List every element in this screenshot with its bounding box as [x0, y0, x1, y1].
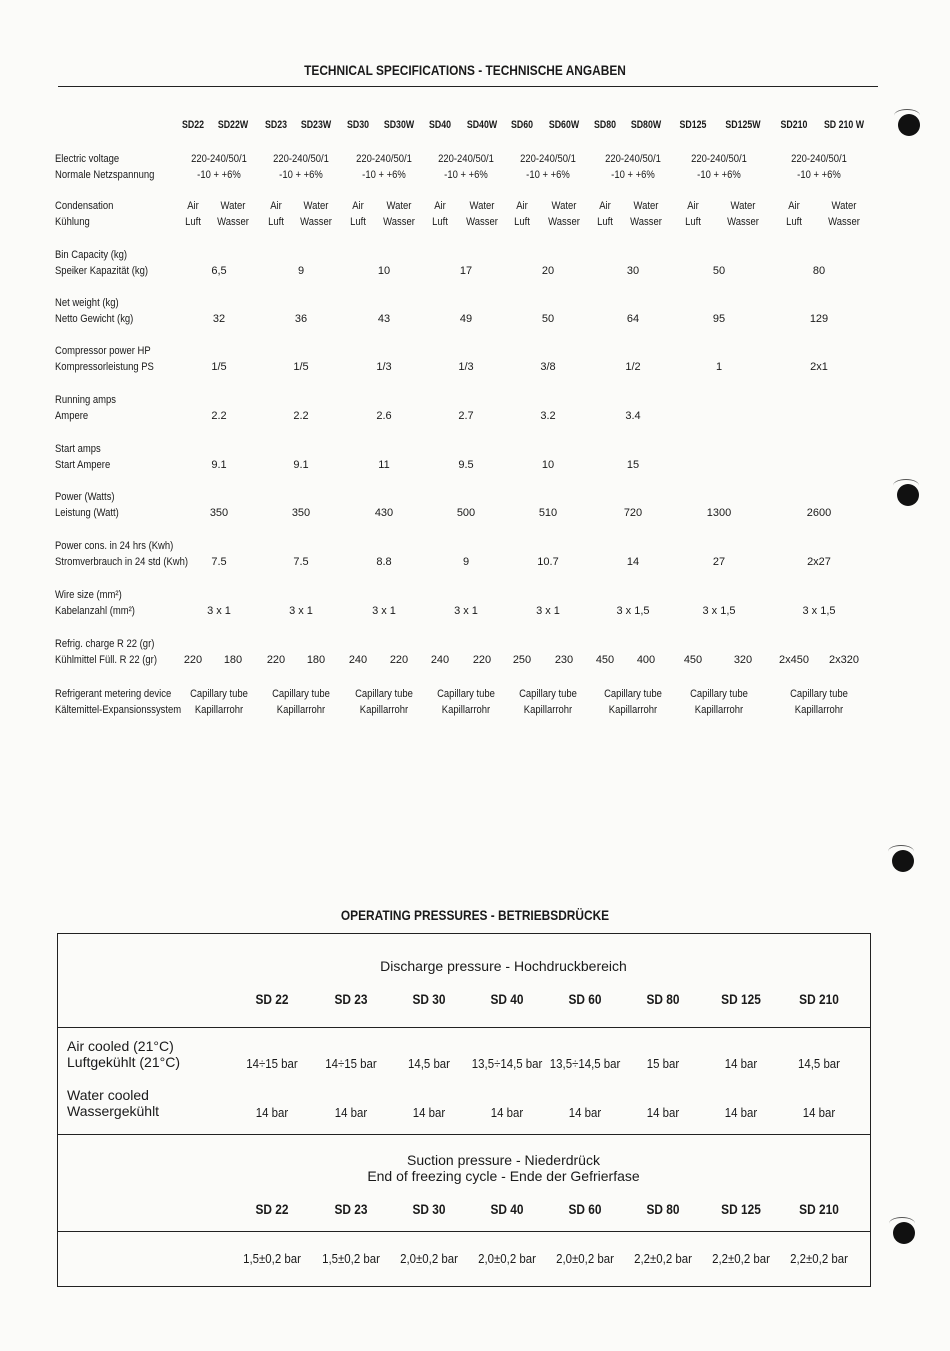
cell-value: Air	[599, 200, 611, 212]
cell-value: 220-240/50/1	[273, 153, 329, 165]
cell-value: 220	[266, 654, 286, 666]
cell-value: 11	[378, 459, 390, 471]
cell-value: 400	[636, 654, 656, 666]
model-header: SD60	[510, 119, 534, 131]
row-label-de: Stromverbrauch in 24 std (Kwh)	[55, 556, 189, 568]
cell-value: Luft	[350, 216, 366, 228]
cell-value: 220	[472, 654, 492, 666]
cell-value: 180	[223, 654, 243, 666]
air-cooled-value: 13,5÷14,5 bar	[549, 1056, 621, 1071]
pressure-model-header: SD 40	[490, 991, 524, 1007]
air-cooled-value: 14÷15 bar	[246, 1056, 298, 1071]
cell-value: Capillary tube	[355, 688, 413, 700]
suction-value: 2,2±0,2 bar	[712, 1251, 770, 1266]
pressure-model-header: SD 30	[412, 1201, 446, 1217]
cell-value: 2.2	[293, 410, 309, 422]
cell-value: Wasser	[300, 216, 332, 228]
cell-value: 95	[712, 313, 726, 325]
cell-value: 2.6	[376, 410, 392, 422]
cell-value: 220-240/50/1	[691, 153, 747, 165]
cell-value: Wasser	[727, 216, 759, 228]
cell-value: Wasser	[630, 216, 662, 228]
cell-value: 32	[212, 313, 226, 325]
cell-value: Luft	[597, 216, 613, 228]
model-header: SD30W	[383, 119, 415, 131]
cell-value: 2.7	[458, 410, 474, 422]
row-label-de: Leistung (Watt)	[55, 507, 119, 519]
cell-value: Kapillarrohr	[441, 704, 491, 716]
cell-value: 49	[459, 313, 473, 325]
cell-value: 2x320	[829, 654, 859, 666]
cell-value: Air	[788, 200, 800, 212]
cell-value: 450	[595, 654, 615, 666]
cell-value: 50	[712, 265, 726, 277]
row-label-de: Kühlung	[55, 216, 90, 228]
air-cooled-value: 14÷15 bar	[325, 1056, 377, 1071]
suction-value: 1,5±0,2 bar	[243, 1251, 301, 1266]
air-cooled-value: 14,5 bar	[408, 1056, 450, 1071]
water-cooled-label: Water cooled	[67, 1087, 149, 1103]
cell-value: 3 x 1,5	[702, 605, 736, 617]
row-label: Power (Watts)	[55, 491, 115, 503]
cell-value: 220-240/50/1	[520, 153, 576, 165]
water-cooled-value: 14 bar	[490, 1105, 524, 1120]
cell-value: 2x1	[810, 361, 828, 373]
cell-value: Water	[469, 200, 495, 212]
cell-value: Air	[687, 200, 699, 212]
cell-value: Kapillarrohr	[694, 704, 744, 716]
cell-value: 43	[377, 313, 391, 325]
cell-value: 230	[554, 654, 574, 666]
row-label-de: Start Ampere	[55, 459, 111, 471]
pressure-model-header: SD 60	[568, 991, 602, 1007]
row-label: Net weight (kg)	[55, 297, 119, 309]
pressures-divider	[57, 1231, 870, 1232]
water-cooled-label-de: Wassergekühlt	[67, 1103, 160, 1119]
cell-value: 17	[459, 265, 473, 277]
row-label: Electric voltage	[55, 153, 120, 165]
model-header: SD125W	[725, 119, 761, 131]
punch-hole	[897, 484, 919, 506]
air-cooled-value: 15 bar	[646, 1056, 680, 1071]
cell-value: 50	[541, 313, 555, 325]
cell-value: Capillary tube	[190, 688, 248, 700]
cell-value: Wasser	[828, 216, 860, 228]
cell-value: Kapillarrohr	[276, 704, 326, 716]
water-cooled-value: 14 bar	[646, 1105, 680, 1120]
cell-value: Luft	[786, 216, 802, 228]
pressures-divider	[57, 1027, 870, 1028]
model-header: SD30	[346, 119, 370, 131]
cell-value: -10 + +6%	[279, 169, 323, 181]
cell-value: 3 x 1,5	[802, 605, 836, 617]
air-cooled-label: Air cooled (21°C)	[67, 1038, 174, 1054]
pressure-model-header: SD 80	[646, 991, 680, 1007]
cell-value: 80	[812, 265, 826, 277]
cell-value: Capillary tube	[437, 688, 495, 700]
cell-value: Wasser	[217, 216, 249, 228]
cell-value: 6,5	[211, 265, 227, 277]
cell-value: 9.1	[211, 459, 227, 471]
cell-value: Capillary tube	[690, 688, 748, 700]
cell-value: 1/2	[625, 361, 641, 373]
model-header: SD210	[780, 119, 808, 131]
cell-value: Air	[516, 200, 528, 212]
cell-value: Water	[633, 200, 659, 212]
cell-value: 220	[389, 654, 409, 666]
row-label: Power cons. in 24 hrs (Kwh)	[55, 540, 174, 552]
cell-value: 240	[348, 654, 368, 666]
cell-value: 30	[626, 265, 640, 277]
cell-value: 350	[291, 507, 311, 519]
cell-value: 1/3	[458, 361, 474, 373]
model-header: SD 210 W	[823, 119, 865, 131]
cell-value: 3 x 1	[372, 605, 396, 617]
pressure-model-header: SD 30	[412, 991, 446, 1007]
cell-value: Wasser	[548, 216, 580, 228]
cell-value: 2.2	[211, 410, 227, 422]
cell-value: 220	[183, 654, 203, 666]
air-cooled-value: 14,5 bar	[798, 1056, 840, 1071]
row-label-de: Kühlmittel Füll. R 22 (gr)	[55, 654, 157, 666]
pressure-model-header: SD 40	[490, 1201, 524, 1217]
cell-value: 3 x 1	[536, 605, 560, 617]
cell-value: 450	[683, 654, 703, 666]
cell-value: 15	[626, 459, 640, 471]
water-cooled-value: 14 bar	[255, 1105, 289, 1120]
row-label-de: Kompressorleistung PS	[55, 361, 154, 373]
cell-value: Luft	[185, 216, 201, 228]
row-label: Compressor power HP	[55, 345, 151, 357]
model-header: SD60W	[548, 119, 580, 131]
cell-value: Wasser	[383, 216, 415, 228]
cell-value: 1/5	[211, 361, 227, 373]
suction-value: 2,2±0,2 bar	[634, 1251, 692, 1266]
model-header: SD40W	[466, 119, 498, 131]
cell-value: Water	[831, 200, 857, 212]
cell-value: -10 + +6%	[362, 169, 406, 181]
cell-value: -10 + +6%	[526, 169, 570, 181]
pressure-model-header: SD 210	[799, 991, 839, 1007]
row-label: Refrig. charge R 22 (gr)	[55, 638, 155, 650]
cell-value: 220-240/50/1	[605, 153, 661, 165]
water-cooled-value: 14 bar	[568, 1105, 602, 1120]
water-cooled-value: 14 bar	[724, 1105, 758, 1120]
cell-value: 500	[456, 507, 476, 519]
cell-value: Water	[730, 200, 756, 212]
suction-value: 1,5±0,2 bar	[322, 1251, 380, 1266]
cell-value: -10 + +6%	[444, 169, 488, 181]
cell-value: 64	[626, 313, 640, 325]
cell-value: 3.2	[540, 410, 556, 422]
cell-value: 220-240/50/1	[356, 153, 412, 165]
cell-value: Air	[352, 200, 364, 212]
cell-value: 1300	[706, 507, 732, 519]
cell-value: Water	[303, 200, 329, 212]
cell-value: 250	[512, 654, 532, 666]
water-cooled-value: 14 bar	[802, 1105, 836, 1120]
water-cooled-value: 14 bar	[334, 1105, 368, 1120]
air-cooled-label-de: Luftgekühlt (21°C)	[67, 1054, 180, 1070]
pressure-model-header: SD 22	[255, 1201, 289, 1217]
suction-value: 2,0±0,2 bar	[400, 1251, 458, 1266]
model-header: SD22	[181, 119, 205, 131]
cell-value: 240	[430, 654, 450, 666]
cell-value: Luft	[685, 216, 701, 228]
cell-value: 10	[377, 265, 391, 277]
cell-value: 1	[715, 361, 723, 373]
model-header: SD23	[264, 119, 288, 131]
pressures-title: OPERATING PRESSURES - BETRIEBSDRÜCKE	[340, 907, 610, 923]
suction-value: 2,0±0,2 bar	[556, 1251, 614, 1266]
model-header: SD125	[679, 119, 707, 131]
cell-value: 10.7	[537, 556, 559, 568]
cell-value: 430	[374, 507, 394, 519]
cell-value: 9	[462, 556, 470, 568]
cell-value: 9.5	[458, 459, 474, 471]
cell-value: Kapillarrohr	[608, 704, 658, 716]
air-cooled-value: 14 bar	[724, 1056, 758, 1071]
cell-value: Kapillarrohr	[523, 704, 573, 716]
cell-value: Capillary tube	[604, 688, 662, 700]
cell-value: Water	[220, 200, 246, 212]
cell-value: 2x27	[807, 556, 831, 568]
cell-value: -10 + +6%	[197, 169, 241, 181]
suction-value: 2,2±0,2 bar	[790, 1251, 848, 1266]
cell-value: Luft	[514, 216, 530, 228]
cell-value: 350	[209, 507, 229, 519]
cell-value: Capillary tube	[790, 688, 848, 700]
row-label-de: Ampere	[55, 410, 89, 422]
row-label: Refrigerant metering device	[55, 688, 172, 700]
cell-value: Air	[434, 200, 446, 212]
row-label-de: Kabelanzahl (mm²)	[55, 605, 135, 617]
cell-value: Luft	[432, 216, 448, 228]
cell-value: 220-240/50/1	[191, 153, 247, 165]
row-label-de: Speiker Kapazität (kg)	[55, 265, 149, 277]
cell-value: 3/8	[540, 361, 556, 373]
pressure-model-header: SD 125	[721, 1201, 761, 1217]
pressure-model-header: SD 23	[334, 991, 368, 1007]
cell-value: 2x450	[779, 654, 809, 666]
punch-hole	[898, 114, 920, 136]
row-label-de: Normale Netzspannung	[55, 169, 155, 181]
cell-value: 10	[541, 459, 555, 471]
cell-value: 129	[809, 313, 829, 325]
cell-value: 510	[538, 507, 558, 519]
spec-title: TECHNICAL SPECIFICATIONS - TECHNISCHE ANGABEN	[304, 62, 626, 78]
row-label: Wire size (mm²)	[55, 589, 122, 601]
model-header: SD22W	[217, 119, 249, 131]
pressure-model-header: SD 22	[255, 991, 289, 1007]
row-label: Start amps	[55, 443, 101, 455]
suction-heading: Suction pressure - Niederdrück	[407, 1152, 600, 1168]
model-header: SD80	[593, 119, 617, 131]
cell-value: 720	[623, 507, 643, 519]
cell-value: 2600	[806, 507, 832, 519]
row-label-de: Kältemittel-Expansionssystem	[55, 704, 182, 716]
cell-value: 36	[294, 313, 308, 325]
cell-value: 9.1	[293, 459, 309, 471]
cell-value: Water	[386, 200, 412, 212]
cell-value: 220-240/50/1	[438, 153, 494, 165]
air-cooled-value: 13,5÷14,5 bar	[471, 1056, 543, 1071]
suction-value: 2,0±0,2 bar	[478, 1251, 536, 1266]
discharge-heading: Discharge pressure - Hochdruckbereich	[380, 958, 627, 974]
cell-value: 20	[541, 265, 555, 277]
cell-value: 3.4	[625, 410, 641, 422]
cell-value: 3 x 1	[454, 605, 478, 617]
pressure-model-header: SD 125	[721, 991, 761, 1007]
cell-value: Luft	[268, 216, 284, 228]
cell-value: Kapillarrohr	[794, 704, 844, 716]
cell-value: 9	[297, 265, 305, 277]
cell-value: Kapillarrohr	[359, 704, 409, 716]
cell-value: 320	[733, 654, 753, 666]
cell-value: Capillary tube	[272, 688, 330, 700]
water-cooled-value: 14 bar	[412, 1105, 446, 1120]
row-label: Condensation	[55, 200, 114, 212]
suction-subheading: End of freezing cycle - Ende der Gefrierfase	[367, 1168, 640, 1184]
cell-value: 3 x 1	[289, 605, 313, 617]
punch-hole	[893, 1222, 915, 1244]
cell-value: Water	[551, 200, 577, 212]
pressure-model-header: SD 60	[568, 1201, 602, 1217]
pressure-model-header: SD 80	[646, 1201, 680, 1217]
cell-value: Air	[187, 200, 199, 212]
cell-value: -10 + +6%	[611, 169, 655, 181]
pressures-divider	[57, 1134, 870, 1135]
cell-value: -10 + +6%	[797, 169, 841, 181]
cell-value: 3 x 1	[207, 605, 231, 617]
cell-value: 180	[306, 654, 326, 666]
row-label: Bin Capacity (kg)	[55, 249, 128, 261]
cell-value: Kapillarrohr	[194, 704, 244, 716]
row-label: Running amps	[55, 394, 117, 406]
row-label-de: Netto Gewicht (kg)	[55, 313, 134, 325]
model-header: SD40	[428, 119, 452, 131]
cell-value: Wasser	[466, 216, 498, 228]
punch-hole	[892, 850, 914, 872]
pressure-model-header: SD 23	[334, 1201, 368, 1217]
cell-value: 8.8	[376, 556, 392, 568]
model-header: SD80W	[630, 119, 662, 131]
cell-value: -10 + +6%	[697, 169, 741, 181]
title-rule	[58, 86, 878, 87]
model-header: SD23W	[300, 119, 332, 131]
cell-value: 3 x 1,5	[616, 605, 650, 617]
cell-value: 7.5	[293, 556, 309, 568]
cell-value: 14	[626, 556, 640, 568]
cell-value: 220-240/50/1	[791, 153, 847, 165]
cell-value: 1/3	[376, 361, 392, 373]
cell-value: Air	[270, 200, 282, 212]
pressure-model-header: SD 210	[799, 1201, 839, 1217]
cell-value: Capillary tube	[519, 688, 577, 700]
cell-value: 7.5	[211, 556, 227, 568]
cell-value: 1/5	[293, 361, 309, 373]
cell-value: 27	[712, 556, 726, 568]
